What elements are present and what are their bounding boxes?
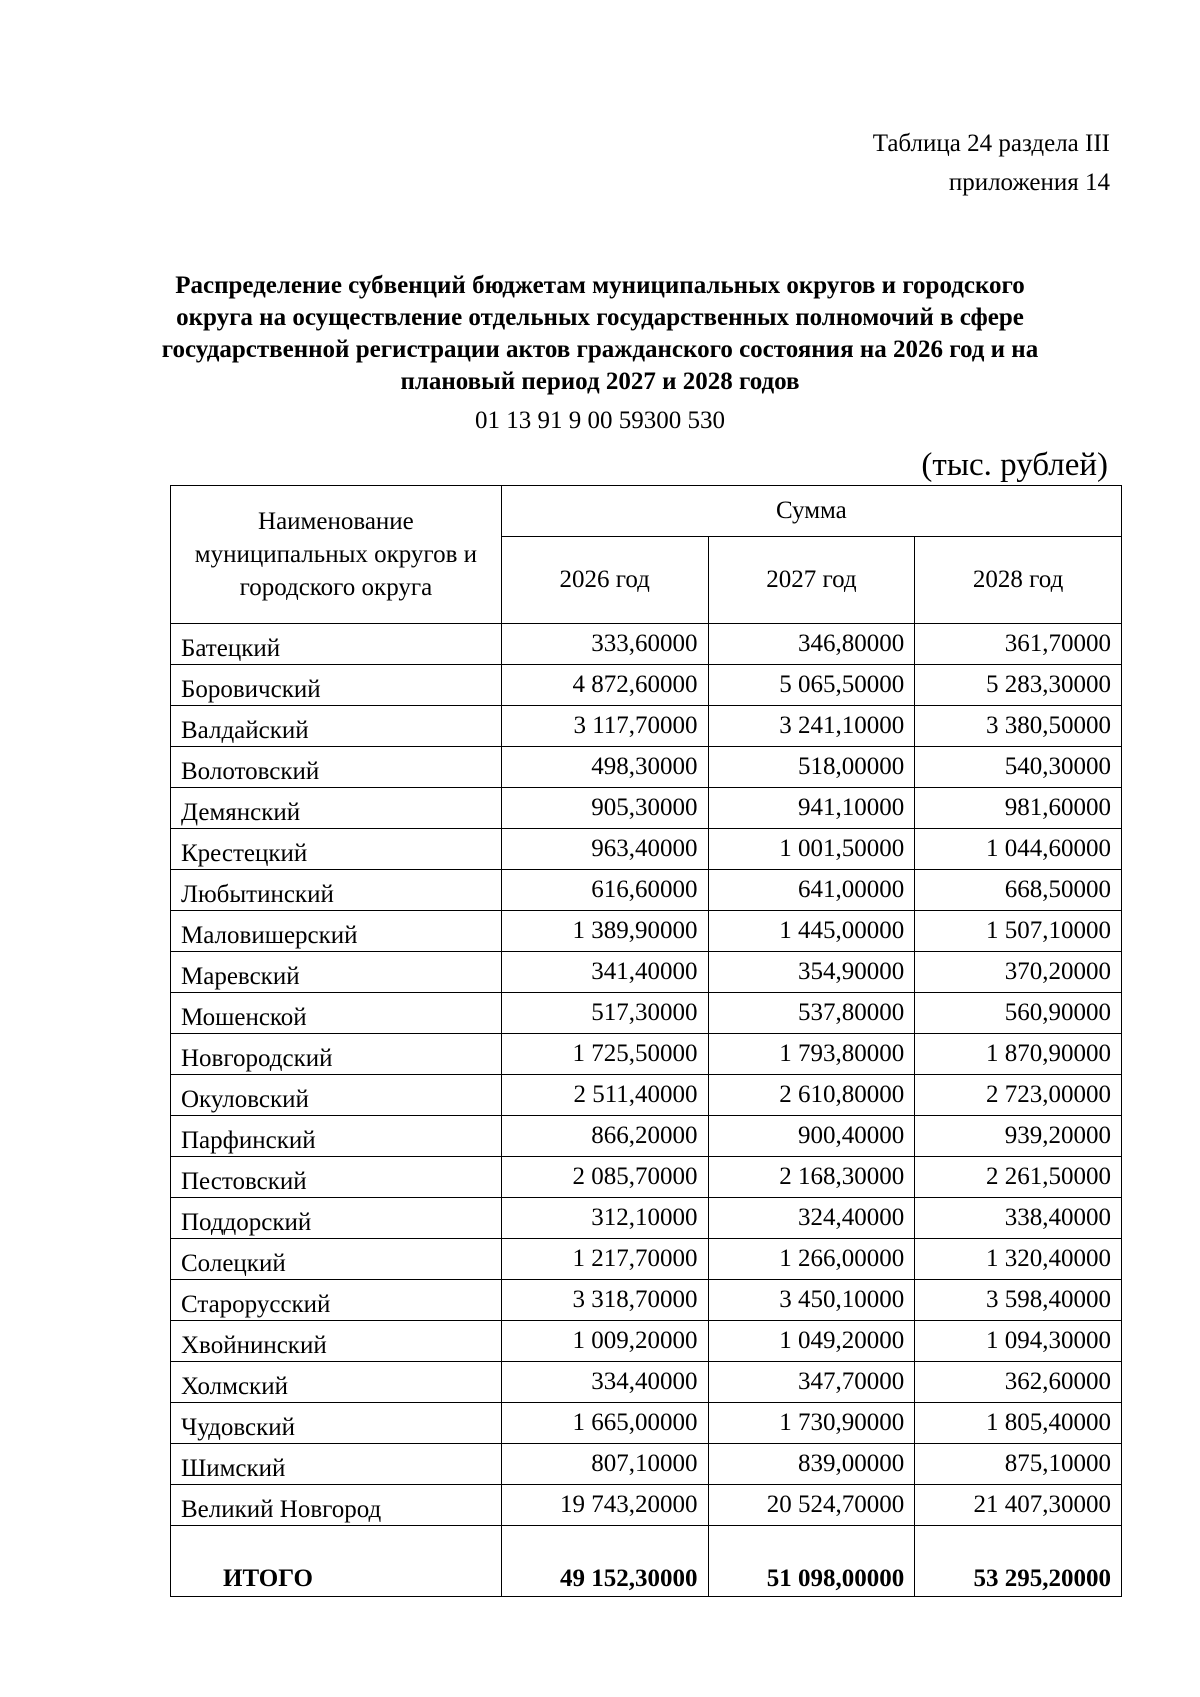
table-row	[171, 993, 1122, 1034]
table-reference-line1: Таблица 24 раздела III	[872, 130, 1110, 157]
value-cell-2026: 498,30000	[501, 747, 708, 788]
table-row	[171, 1321, 1122, 1362]
table-row	[171, 870, 1122, 911]
value-cell-2027: 641,00000	[708, 870, 915, 911]
column-header-2028: 2028 год	[915, 537, 1122, 624]
row-name-cell: Мошенской	[171, 993, 502, 1034]
table-row	[171, 1403, 1122, 1444]
value-cell-2028: 5 283,30000	[915, 665, 1122, 706]
value-cell-2028: 370,20000	[915, 952, 1122, 993]
value-cell-2027: 1 001,50000	[708, 829, 915, 870]
row-name-cell: Демянский	[171, 788, 502, 829]
table-row	[171, 1362, 1122, 1403]
value-cell-2026: 4 872,60000	[501, 665, 708, 706]
row-name-cell: Крестецкий	[171, 829, 502, 870]
table-row	[171, 1116, 1122, 1157]
table-row	[171, 706, 1122, 747]
value-cell-2026: 1 725,50000	[501, 1034, 708, 1075]
value-cell-2026: 1 217,70000	[501, 1239, 708, 1280]
value-cell-2028: 2 261,50000	[915, 1157, 1122, 1198]
value-cell-2026: 963,40000	[501, 829, 708, 870]
value-cell-2026: 334,40000	[501, 1362, 708, 1403]
row-name-cell: Маловишерский	[171, 911, 502, 952]
value-cell-2026: 517,30000	[501, 993, 708, 1034]
row-name-cell: Любытинский	[171, 870, 502, 911]
table-row	[171, 624, 1122, 665]
row-name-cell: Окуловский	[171, 1075, 502, 1116]
value-cell-2026: 3 117,70000	[501, 706, 708, 747]
row-name-cell: Чудовский	[171, 1403, 502, 1444]
row-name-cell: Валдайский	[171, 706, 502, 747]
value-cell-2027: 900,40000	[708, 1116, 915, 1157]
row-name-cell: Великий Новгород	[171, 1485, 502, 1526]
value-cell-2027: 1 266,00000	[708, 1239, 915, 1280]
value-cell-2026: 49 152,30000	[501, 1526, 708, 1597]
value-cell-2028: 560,90000	[915, 993, 1122, 1034]
value-cell-2028: 1 094,30000	[915, 1321, 1122, 1362]
value-cell-2027: 1 730,90000	[708, 1403, 915, 1444]
value-cell-2028: 540,30000	[915, 747, 1122, 788]
value-cell-2027: 3 450,10000	[708, 1280, 915, 1321]
table-row	[171, 1485, 1122, 1526]
value-cell-2027: 20 524,70000	[708, 1485, 915, 1526]
value-cell-2027: 2 610,80000	[708, 1075, 915, 1116]
value-cell-2027: 2 168,30000	[708, 1157, 915, 1198]
table-row	[171, 911, 1122, 952]
row-name-cell: Старорусский	[171, 1280, 502, 1321]
value-cell-2027: 1 793,80000	[708, 1034, 915, 1075]
units-label: (тыс. рублей)	[921, 447, 1108, 483]
row-name-cell: Волотовский	[171, 747, 502, 788]
value-cell-2026: 341,40000	[501, 952, 708, 993]
table-row	[171, 1198, 1122, 1239]
column-header-2026: 2026 год	[501, 537, 708, 624]
value-cell-2027: 941,10000	[708, 788, 915, 829]
table-row	[171, 952, 1122, 993]
value-cell-2028: 362,60000	[915, 1362, 1122, 1403]
value-cell-2026: 1 389,90000	[501, 911, 708, 952]
value-cell-2027: 346,80000	[708, 624, 915, 665]
column-header-2027: 2027 год	[708, 537, 915, 624]
value-cell-2027: 347,70000	[708, 1362, 915, 1403]
row-name-cell: Солецкий	[171, 1239, 502, 1280]
value-cell-2027: 537,80000	[708, 993, 915, 1034]
column-header-sum: Сумма	[501, 486, 1121, 537]
row-name-cell: Холмский	[171, 1362, 502, 1403]
value-cell-2028: 1 870,90000	[915, 1034, 1122, 1075]
row-name-cell: ИТОГО	[171, 1526, 502, 1597]
table-row	[171, 1034, 1122, 1075]
row-name-cell: Шимский	[171, 1444, 502, 1485]
subventions-table	[170, 485, 1122, 1597]
value-cell-2027: 518,00000	[708, 747, 915, 788]
value-cell-2028: 981,60000	[915, 788, 1122, 829]
value-cell-2028: 361,70000	[915, 624, 1122, 665]
budget-classification-code: 01 13 91 9 00 59300 530	[475, 407, 725, 434]
value-cell-2027: 839,00000	[708, 1444, 915, 1485]
value-cell-2027: 51 098,00000	[708, 1526, 915, 1597]
value-cell-2026: 866,20000	[501, 1116, 708, 1157]
value-cell-2028: 53 295,20000	[915, 1526, 1122, 1597]
value-cell-2026: 1 665,00000	[501, 1403, 708, 1444]
table-row	[171, 829, 1122, 870]
value-cell-2028: 21 407,30000	[915, 1485, 1122, 1526]
table-row	[171, 1075, 1122, 1116]
value-cell-2027: 1 049,20000	[708, 1321, 915, 1362]
table-row	[171, 1157, 1122, 1198]
value-cell-2028: 2 723,00000	[915, 1075, 1122, 1116]
value-cell-2028: 3 380,50000	[915, 706, 1122, 747]
column-header-name: Наименование муниципальных округов и городского округа	[171, 486, 502, 624]
value-cell-2026: 807,10000	[501, 1444, 708, 1485]
value-cell-2028: 1 507,10000	[915, 911, 1122, 952]
row-name-cell: Маревский	[171, 952, 502, 993]
value-cell-2027: 354,90000	[708, 952, 915, 993]
value-cell-2028: 1 805,40000	[915, 1403, 1122, 1444]
value-cell-2026: 905,30000	[501, 788, 708, 829]
value-cell-2027: 1 445,00000	[708, 911, 915, 952]
value-cell-2028: 875,10000	[915, 1444, 1122, 1485]
table-row	[171, 788, 1122, 829]
value-cell-2027: 3 241,10000	[708, 706, 915, 747]
value-cell-2026: 312,10000	[501, 1198, 708, 1239]
value-cell-2026: 1 009,20000	[501, 1321, 708, 1362]
total-row	[171, 1526, 1122, 1597]
table-row	[171, 1444, 1122, 1485]
row-name-cell: Парфинский	[171, 1116, 502, 1157]
value-cell-2027: 5 065,50000	[708, 665, 915, 706]
row-name-cell: Пестовский	[171, 1157, 502, 1198]
value-cell-2028: 338,40000	[915, 1198, 1122, 1239]
row-name-cell: Боровичский	[171, 665, 502, 706]
value-cell-2028: 668,50000	[915, 870, 1122, 911]
value-cell-2026: 2 085,70000	[501, 1157, 708, 1198]
value-cell-2026: 19 743,20000	[501, 1485, 708, 1526]
table-row	[171, 1239, 1122, 1280]
document-title: Распределение субвенций бюджетам муниципальных округов и городского округа на осуществление отдельных государственных полномочий в сфере государственной регистрации актов гражданского состояния на 2026 год и на плановый период 2027 и 2028 годов	[161, 272, 1039, 395]
value-cell-2026: 333,60000	[501, 624, 708, 665]
table-row	[171, 665, 1122, 706]
row-name-cell: Поддорский	[171, 1198, 502, 1239]
table-row	[171, 747, 1122, 788]
value-cell-2027: 324,40000	[708, 1198, 915, 1239]
value-cell-2026: 3 318,70000	[501, 1280, 708, 1321]
row-name-cell: Батецкий	[171, 624, 502, 665]
table-row	[171, 1280, 1122, 1321]
row-name-cell: Хвойнинский	[171, 1321, 502, 1362]
table-body	[171, 624, 1122, 1597]
value-cell-2026: 616,60000	[501, 870, 708, 911]
value-cell-2028: 939,20000	[915, 1116, 1122, 1157]
row-name-cell: Новгородский	[171, 1034, 502, 1075]
value-cell-2028: 3 598,40000	[915, 1280, 1122, 1321]
value-cell-2026: 2 511,40000	[501, 1075, 708, 1116]
value-cell-2028: 1 320,40000	[915, 1239, 1122, 1280]
table-reference-line2: приложения 14	[948, 169, 1110, 196]
value-cell-2028: 1 044,60000	[915, 829, 1122, 870]
